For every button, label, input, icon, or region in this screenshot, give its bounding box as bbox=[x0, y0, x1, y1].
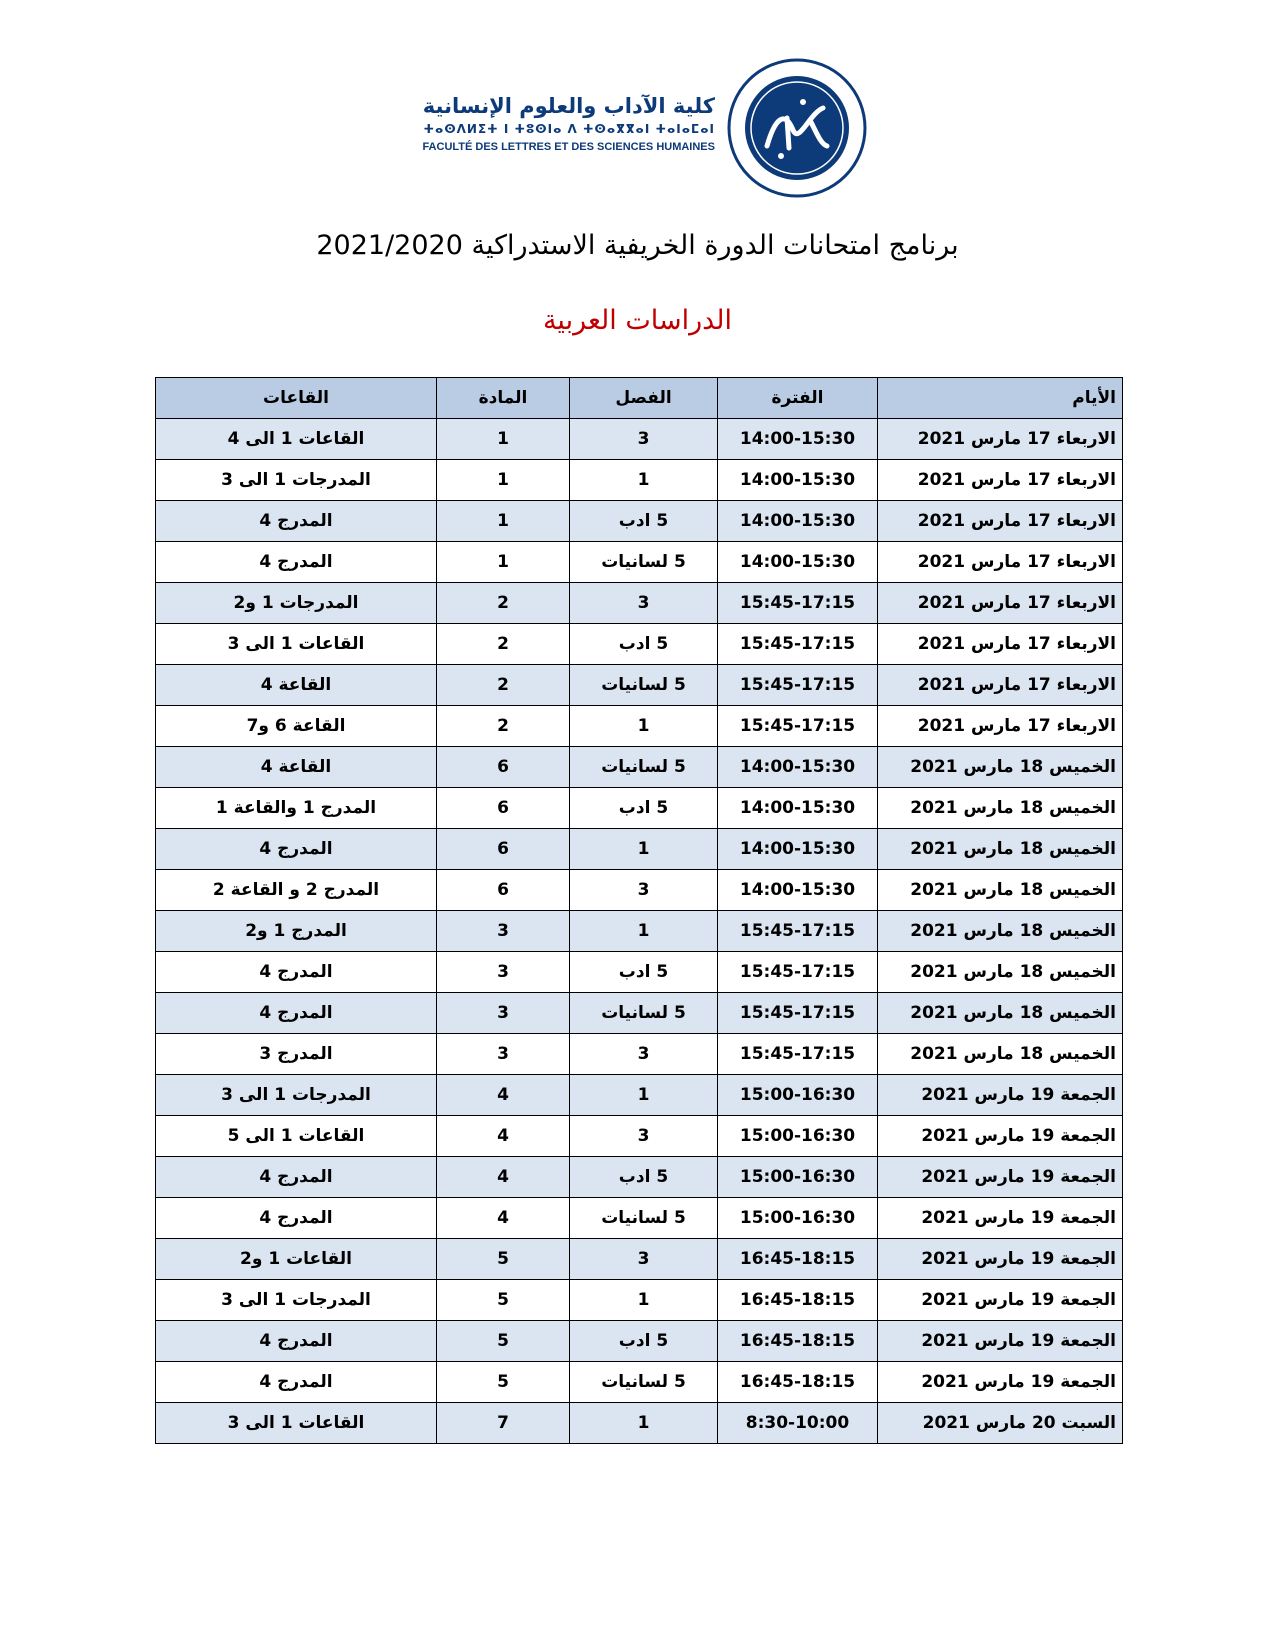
cell-period: 15:45-17:15 bbox=[718, 624, 878, 665]
cell-period: 15:45-17:15 bbox=[718, 911, 878, 952]
cell-period: 15:45-17:15 bbox=[718, 952, 878, 993]
cell-subject: 1 bbox=[437, 542, 570, 583]
table-row bbox=[156, 1116, 1123, 1157]
cell-day: الاربعاء 17 مارس 2021 bbox=[878, 419, 1123, 460]
cell-subject: 6 bbox=[437, 829, 570, 870]
cell-rooms: القاعات 1 الى 5 bbox=[156, 1116, 437, 1157]
cell-semester: 5 ادب bbox=[570, 788, 718, 829]
faculty-name-block bbox=[395, 93, 715, 155]
cell-subject: 4 bbox=[437, 1157, 570, 1198]
cell-period: 15:00-16:30 bbox=[718, 1157, 878, 1198]
table-row bbox=[156, 460, 1123, 501]
cell-period: 14:00-15:30 bbox=[718, 829, 878, 870]
table-row bbox=[156, 1075, 1123, 1116]
cell-subject: 2 bbox=[437, 706, 570, 747]
table-row bbox=[156, 1362, 1123, 1403]
cell-semester: 3 bbox=[570, 1239, 718, 1280]
cell-subject: 1 bbox=[437, 501, 570, 542]
cell-day: الجمعة 19 مارس 2021 bbox=[878, 1280, 1123, 1321]
cell-day: الاربعاء 17 مارس 2021 bbox=[878, 665, 1123, 706]
page-header bbox=[0, 58, 1275, 208]
cell-subject: 4 bbox=[437, 1075, 570, 1116]
cell-day: الجمعة 19 مارس 2021 bbox=[878, 1321, 1123, 1362]
cell-rooms: المدرج 4 bbox=[156, 1198, 437, 1239]
cell-rooms: المدرجات 1 الى 3 bbox=[156, 1280, 437, 1321]
cell-subject: 5 bbox=[437, 1239, 570, 1280]
cell-semester: 3 bbox=[570, 583, 718, 624]
cell-subject: 4 bbox=[437, 1116, 570, 1157]
cell-day: الخميس 18 مارس 2021 bbox=[878, 911, 1123, 952]
cell-subject: 1 bbox=[437, 460, 570, 501]
table-row bbox=[156, 788, 1123, 829]
cell-period: 16:45-18:15 bbox=[718, 1321, 878, 1362]
cell-semester: 5 ادب bbox=[570, 501, 718, 542]
cell-semester: 5 لسانيات bbox=[570, 993, 718, 1034]
table-row bbox=[156, 419, 1123, 460]
cell-day: الخميس 18 مارس 2021 bbox=[878, 747, 1123, 788]
cell-semester: 3 bbox=[570, 1034, 718, 1075]
cell-period: 15:00-16:30 bbox=[718, 1116, 878, 1157]
cell-semester: 5 ادب bbox=[570, 1321, 718, 1362]
cell-rooms: المدرج 4 bbox=[156, 501, 437, 542]
cell-rooms: المدرج 4 bbox=[156, 993, 437, 1034]
table-body bbox=[156, 419, 1123, 1444]
cell-period: 14:00-15:30 bbox=[718, 501, 878, 542]
cell-rooms: المدرج 1 و2 bbox=[156, 911, 437, 952]
cell-subject: 3 bbox=[437, 993, 570, 1034]
cell-rooms: المدرج 2 و القاعة 2 bbox=[156, 870, 437, 911]
cell-period: 14:00-15:30 bbox=[718, 460, 878, 501]
table-row bbox=[156, 665, 1123, 706]
cell-rooms: المدرج 4 bbox=[156, 1362, 437, 1403]
cell-semester: 5 لسانيات bbox=[570, 747, 718, 788]
cell-rooms: المدرجات 1 الى 3 bbox=[156, 460, 437, 501]
header-day: الأيام bbox=[878, 378, 1123, 419]
header-subject: المادة bbox=[437, 378, 570, 419]
table-row bbox=[156, 1157, 1123, 1198]
cell-rooms: القاعة 6 و7 bbox=[156, 706, 437, 747]
cell-semester: 1 bbox=[570, 911, 718, 952]
exam-schedule-table bbox=[155, 377, 1123, 1444]
cell-subject: 5 bbox=[437, 1321, 570, 1362]
cell-subject: 2 bbox=[437, 583, 570, 624]
cell-rooms: القاعة 4 bbox=[156, 665, 437, 706]
cell-subject: 6 bbox=[437, 870, 570, 911]
cell-day: الخميس 18 مارس 2021 bbox=[878, 1034, 1123, 1075]
cell-rooms: المدرج 4 bbox=[156, 1157, 437, 1198]
faculty-name-french: FACULTÉ DES LETTRES ET DES SCIENCES HUMAINES bbox=[422, 141, 715, 153]
cell-day: الجمعة 19 مارس 2021 bbox=[878, 1239, 1123, 1280]
table-row bbox=[156, 747, 1123, 788]
cell-semester: 5 لسانيات bbox=[570, 1362, 718, 1403]
cell-subject: 5 bbox=[437, 1280, 570, 1321]
cell-semester: 5 ادب bbox=[570, 952, 718, 993]
cell-period: 15:45-17:15 bbox=[718, 665, 878, 706]
cell-period: 14:00-15:30 bbox=[718, 870, 878, 911]
cell-subject: 2 bbox=[437, 665, 570, 706]
cell-period: 15:00-16:30 bbox=[718, 1198, 878, 1239]
table-row bbox=[156, 706, 1123, 747]
table-row bbox=[156, 624, 1123, 665]
cell-rooms: القاعة 4 bbox=[156, 747, 437, 788]
cell-period: 16:45-18:15 bbox=[718, 1280, 878, 1321]
cell-day: الخميس 18 مارس 2021 bbox=[878, 788, 1123, 829]
table-row bbox=[156, 542, 1123, 583]
cell-period: 14:00-15:30 bbox=[718, 419, 878, 460]
table-row bbox=[156, 993, 1123, 1034]
cell-day: الجمعة 19 مارس 2021 bbox=[878, 1198, 1123, 1239]
table-row bbox=[156, 501, 1123, 542]
header-period: الفترة bbox=[718, 378, 878, 419]
table-row bbox=[156, 870, 1123, 911]
cell-rooms: المدرج 4 bbox=[156, 1321, 437, 1362]
cell-subject: 6 bbox=[437, 747, 570, 788]
cell-rooms: المدرجات 1 و2 bbox=[156, 583, 437, 624]
cell-rooms: القاعات 1 و2 bbox=[156, 1239, 437, 1280]
cell-semester: 1 bbox=[570, 1280, 718, 1321]
cell-rooms: القاعات 1 الى 3 bbox=[156, 624, 437, 665]
table-row bbox=[156, 1280, 1123, 1321]
header-semester: الفصل bbox=[570, 378, 718, 419]
table-header-row bbox=[156, 378, 1123, 419]
cell-day: الخميس 18 مارس 2021 bbox=[878, 829, 1123, 870]
cell-semester: 1 bbox=[570, 460, 718, 501]
cell-semester: 3 bbox=[570, 1116, 718, 1157]
cell-period: 14:00-15:30 bbox=[718, 747, 878, 788]
cell-subject: 3 bbox=[437, 1034, 570, 1075]
faculty-name-tifinagh: ⵜⴰⵙⴷⵍⵉⵜ ⵏ ⵜⵓⵙⵏⴰ ⴷ ⵜⵙⴰⴳⴳⴰⵏ ⵜⴰⵏⴰⵎⴰⵏ bbox=[423, 122, 715, 136]
cell-rooms: القاعات 1 الى 3 bbox=[156, 1403, 437, 1444]
cell-semester: 1 bbox=[570, 706, 718, 747]
cell-period: 15:45-17:15 bbox=[718, 583, 878, 624]
page-subtitle: الدراسات العربية bbox=[542, 305, 733, 336]
cell-subject: 5 bbox=[437, 1362, 570, 1403]
cell-semester: 1 bbox=[570, 829, 718, 870]
cell-day: الاربعاء 17 مارس 2021 bbox=[878, 501, 1123, 542]
cell-rooms: المدرجات 1 الى 3 bbox=[156, 1075, 437, 1116]
cell-semester: 5 لسانيات bbox=[570, 542, 718, 583]
cell-day: الخميس 18 مارس 2021 bbox=[878, 993, 1123, 1034]
cell-period: 15:00-16:30 bbox=[718, 1075, 878, 1116]
cell-semester: 3 bbox=[570, 419, 718, 460]
cell-subject: 2 bbox=[437, 624, 570, 665]
table-row bbox=[156, 1321, 1123, 1362]
cell-semester: 5 لسانيات bbox=[570, 1198, 718, 1239]
table-row bbox=[156, 1198, 1123, 1239]
cell-day: الجمعة 19 مارس 2021 bbox=[878, 1362, 1123, 1403]
cell-day: الاربعاء 17 مارس 2021 bbox=[878, 624, 1123, 665]
cell-semester: 1 bbox=[570, 1075, 718, 1116]
cell-semester: 3 bbox=[570, 870, 718, 911]
cell-subject: 7 bbox=[437, 1403, 570, 1444]
cell-period: 16:45-18:15 bbox=[718, 1239, 878, 1280]
cell-day: الخميس 18 مارس 2021 bbox=[878, 952, 1123, 993]
cell-day: الجمعة 19 مارس 2021 bbox=[878, 1157, 1123, 1198]
cell-rooms: المدرج 3 bbox=[156, 1034, 437, 1075]
cell-period: 16:45-18:15 bbox=[718, 1362, 878, 1403]
cell-semester: 1 bbox=[570, 1403, 718, 1444]
cell-period: 14:00-15:30 bbox=[718, 788, 878, 829]
cell-rooms: المدرج 4 bbox=[156, 542, 437, 583]
cell-day: الجمعة 19 مارس 2021 bbox=[878, 1116, 1123, 1157]
table-row bbox=[156, 911, 1123, 952]
cell-subject: 6 bbox=[437, 788, 570, 829]
cell-period: 15:45-17:15 bbox=[718, 993, 878, 1034]
page-title: برنامج امتحانات الدورة الخريفية الاستدراكية 2021/2020 bbox=[316, 230, 959, 261]
cell-semester: 5 ادب bbox=[570, 624, 718, 665]
table-row bbox=[156, 829, 1123, 870]
table-row bbox=[156, 952, 1123, 993]
cell-subject: 1 bbox=[437, 419, 570, 460]
table-row bbox=[156, 1034, 1123, 1075]
cell-day: السبت 20 مارس 2021 bbox=[878, 1403, 1123, 1444]
cell-day: الاربعاء 17 مارس 2021 bbox=[878, 460, 1123, 501]
cell-period: 8:30-10:00 bbox=[718, 1403, 878, 1444]
cell-period: 15:45-17:15 bbox=[718, 1034, 878, 1075]
cell-rooms: المدرج 4 bbox=[156, 829, 437, 870]
cell-day: الاربعاء 17 مارس 2021 bbox=[878, 706, 1123, 747]
cell-subject: 3 bbox=[437, 911, 570, 952]
table-row bbox=[156, 583, 1123, 624]
cell-period: 14:00-15:30 bbox=[718, 542, 878, 583]
cell-subject: 4 bbox=[437, 1198, 570, 1239]
cell-rooms: المدرج 4 bbox=[156, 952, 437, 993]
cell-rooms: المدرج 1 والقاعة 1 bbox=[156, 788, 437, 829]
faculty-name-arabic: كلية الآداب والعلوم الإنسانية bbox=[422, 94, 715, 118]
cell-subject: 3 bbox=[437, 952, 570, 993]
cell-day: الجمعة 19 مارس 2021 bbox=[878, 1075, 1123, 1116]
cell-semester: 5 لسانيات bbox=[570, 665, 718, 706]
cell-day: الاربعاء 17 مارس 2021 bbox=[878, 542, 1123, 583]
university-logo bbox=[727, 58, 867, 198]
cell-day: الاربعاء 17 مارس 2021 bbox=[878, 583, 1123, 624]
cell-rooms: القاعات 1 الى 4 bbox=[156, 419, 437, 460]
cell-semester: 5 ادب bbox=[570, 1157, 718, 1198]
cell-period: 15:45-17:15 bbox=[718, 706, 878, 747]
cell-day: الخميس 18 مارس 2021 bbox=[878, 870, 1123, 911]
table-row bbox=[156, 1403, 1123, 1444]
table-row bbox=[156, 1239, 1123, 1280]
header-rooms: القاعات bbox=[156, 378, 437, 419]
